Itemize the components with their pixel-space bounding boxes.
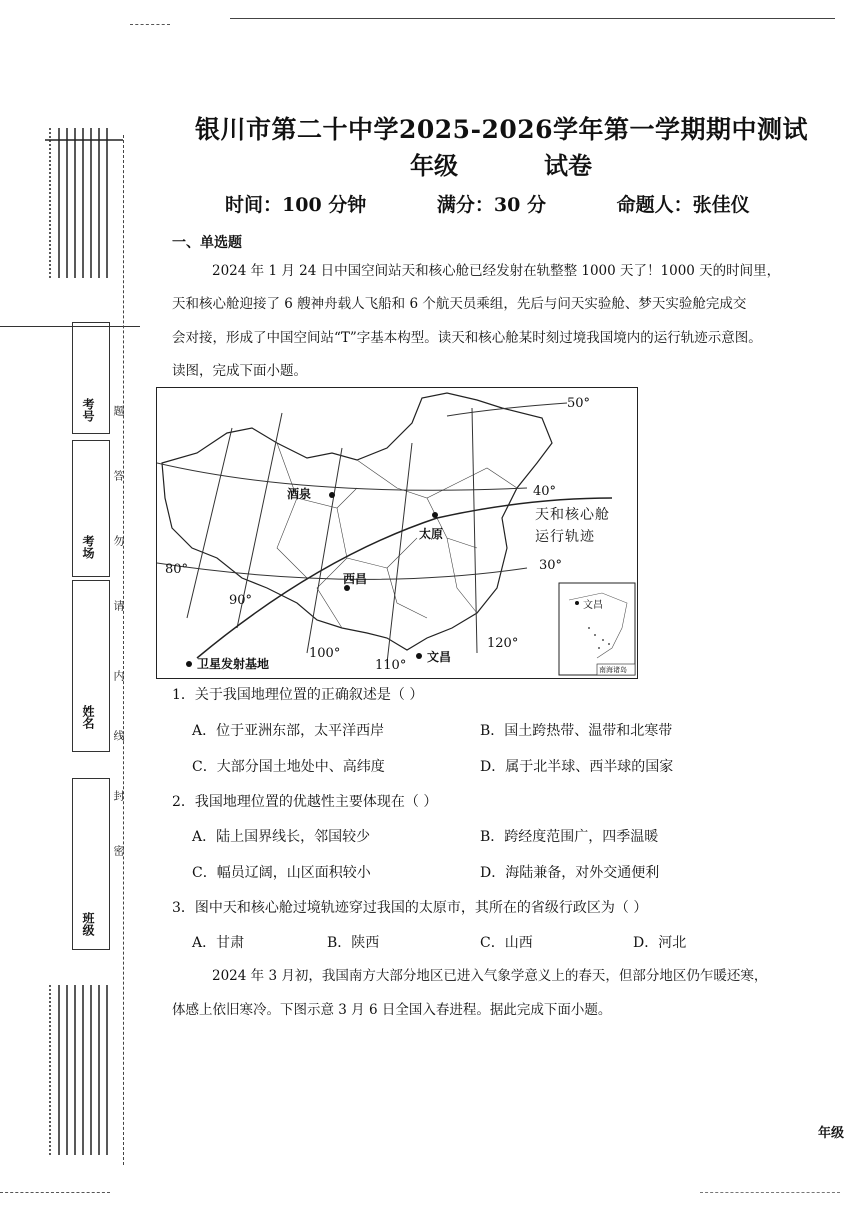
lon-120-label: 120° — [487, 636, 519, 651]
top-dash — [130, 24, 170, 25]
q3-stem: 3．图中天和核心舱过境轨迹穿过我国的太原市，其所在的省级行政区为（ ） — [172, 900, 648, 916]
gutter-rule — [0, 326, 140, 327]
passage2-line1: 2024 年 3 月初，我国南方大部分地区已进入气象学意义上的春天，但部分地区仍乍暖还寒， — [212, 968, 768, 984]
city-wenchang: 文昌 — [427, 650, 452, 664]
footer-grade: 年级 — [818, 1126, 845, 1141]
paper-label: 试卷 — [544, 151, 592, 180]
q2-stem: 2．我国地理位置的优越性主要体现在（ ） — [172, 794, 438, 810]
q1-option-b[interactable]: B．国土跨热带、温带和北寒带 — [480, 723, 673, 739]
lat-40-label: 40° — [533, 484, 557, 499]
seal-char: 勿 — [112, 535, 125, 546]
orbit-map — [156, 387, 638, 679]
q3-option-c[interactable]: C．山西 — [480, 935, 533, 951]
passage1-line4: 读图，完成下面小题。 — [172, 363, 307, 379]
orbit-label-1: 天和核心舱 — [535, 507, 610, 523]
seal-char: 内 — [112, 670, 125, 681]
seal-char: 题 — [112, 405, 125, 416]
exam-no-label: 考号 — [81, 398, 95, 422]
bottom-dash-left — [0, 1192, 110, 1193]
seal-char: 封 — [112, 790, 125, 801]
inset-caption: 南海诸岛 — [599, 666, 627, 674]
passage1-line1: 2024 年 1 月 24 日中国空间站天和核心舱已经发射在轨整整 1000 天了！1000 天的时间里， — [212, 263, 781, 279]
exam-time: 时间：100 分钟 — [225, 194, 367, 216]
exam-score: 满分：30 分 — [436, 194, 546, 216]
orbit-label-2: 运行轨迹 — [535, 529, 595, 545]
exam-author: 命题人：张佳仪 — [616, 194, 750, 216]
city-taiyuan: 太原 — [419, 527, 444, 541]
city-jiuquan: 酒泉 — [287, 487, 312, 501]
seal-char: 请 — [112, 600, 125, 611]
q2-option-c[interactable]: C．幅员辽阔，山区面积较小 — [192, 865, 371, 881]
lat-50-label: 50° — [567, 396, 591, 411]
q2-option-a[interactable]: A．陆上国界线长，邻国较少 — [192, 829, 371, 845]
lon-110-label: 110° — [375, 658, 407, 673]
section-heading: 一、单选题 — [172, 235, 242, 251]
lat-30-label: 30° — [539, 558, 563, 573]
room-label: 考场 — [81, 535, 95, 559]
passage2-line2: 体感上依旧寒冷。下图示意 3 月 6 日全国入春进程。据此完成下面小题。 — [172, 1002, 612, 1018]
q3-option-b[interactable]: B．陕西 — [327, 935, 380, 951]
binding-dashline — [123, 135, 124, 1165]
top-rule — [230, 18, 835, 19]
grade-label: 年级 — [410, 151, 458, 180]
passage1-line2: 天和核心舱迎接了 6 艘神舟载人飞船和 6 个航天员乘组，先后与问天实验舱、梦天实验舱完成交 — [172, 296, 747, 312]
q1-option-c[interactable]: C．大部分国土地处中、高纬度 — [192, 759, 385, 775]
page-subtitle — [410, 146, 678, 181]
page-title: 银川市第二十中学2025-2026学年第一学期期中测试 — [195, 115, 809, 144]
lon-100-label: 100° — [309, 646, 341, 661]
gutter-hatch-bottom — [45, 985, 125, 1155]
bottom-dash-right — [700, 1192, 840, 1193]
q2-option-b[interactable]: B．跨经度范围广，四季温暖 — [480, 829, 659, 845]
seal-char: 线 — [112, 730, 125, 741]
passage1-line3: 会对接，形成了中国空间站“T”字基本构型。读天和核心舱某时刻过境我国境内的运行轨迹示意图。 — [172, 330, 762, 346]
lon-80-label: 80° — [165, 562, 189, 577]
city-xichang: 西昌 — [343, 572, 368, 586]
class-label: 班级 — [81, 912, 95, 936]
exam-meta — [225, 190, 750, 217]
q2-option-d[interactable]: D．海陆兼备，对外交通便利 — [480, 865, 660, 881]
q3-option-a[interactable]: A．甘肃 — [192, 935, 245, 951]
name-label: 姓名 — [81, 705, 95, 729]
legend-launch-base: 卫星发射基地 — [197, 657, 270, 671]
inset-city: 文昌 — [583, 600, 603, 611]
gutter-hatch-top — [45, 128, 125, 278]
lon-90-label: 90° — [229, 593, 253, 608]
q1-option-a[interactable]: A．位于亚洲东部，太平洋西岸 — [192, 723, 385, 739]
q1-option-d[interactable]: D．属于北半球、西半球的国家 — [480, 759, 674, 775]
q3-option-d[interactable]: D．河北 — [633, 935, 687, 951]
q1-stem: 1．关于我国地理位置的正确叙述是（ ） — [172, 687, 424, 703]
seal-char: 密 — [112, 845, 125, 856]
seal-char: 答 — [112, 470, 125, 481]
